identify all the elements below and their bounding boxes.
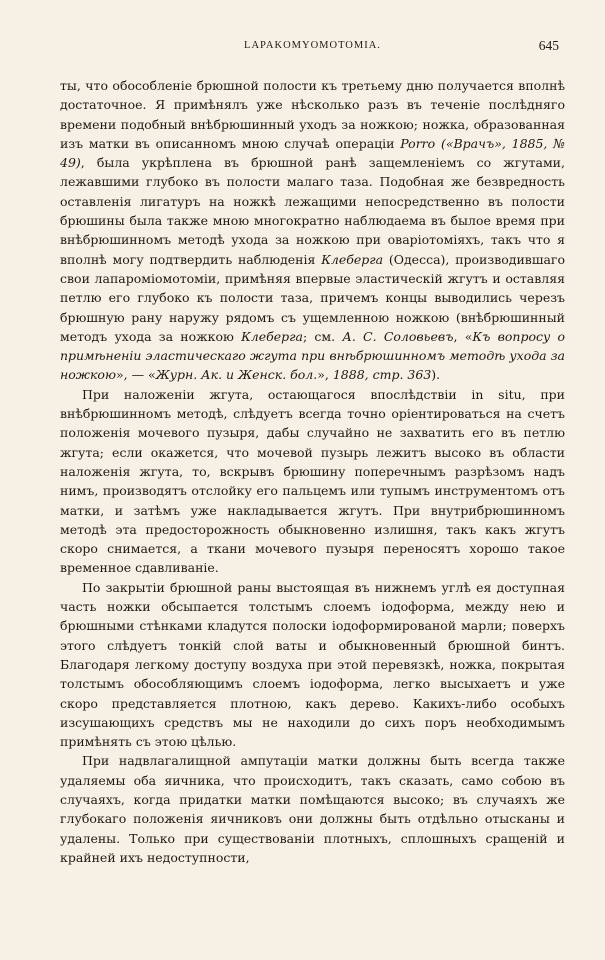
body-text bbox=[60, 76, 565, 867]
text-run: При наложеніи жгута, остающагося впослѣдствіи in situ, при внѣбрюшинномъ методѣ, слѣдуетъ всегда точно оріентироваться на счетъ положенія мочевого пузыря, дабы случайно не захватить его въ петлю жгута; если окажется, что мочевой пузырь лежитъ высоко въ области наложенія жгута, то, вскрывъ брюшину поперечнымъ разрѣзомъ надъ нимъ, производятъ отслойку его пальцемъ или тупымъ инструментомъ отъ матки, и затѣмъ уже накладывается жгутъ. При внутрибрюшинномъ методѣ эта предосторожность обыкновенно излишня, такъ какъ жгутъ скоро снимается, а ткани мочевого пузыря переносятъ хорошо такое временное сдавливаніе. bbox=[60, 386, 565, 576]
text-run: , была укрѣплена въ брюшной ранѣ защемленіемъ со жгутами, лежавшими глубоко въ полости малаго таза. Подобная же безвредность оставленія лигатуръ на ножкѣ лежащими непосредственно въ полости брюшины была также мною многократно наблюдаема въ былое время при внѣбрюшинномъ методѣ ухода за ножкою при оваріотоміяхъ, такъ что я вполнѣ могу подтвердить наблюденія bbox=[60, 155, 565, 267]
italic-run: 1888, стр. 363 bbox=[332, 367, 432, 383]
text-run: ты, что обособленіе брюшной полости къ третьему дню получается вполнѣ достаточное. Я примѣнялъ уже нѣсколько разъ въ теченіе послѣдняго времени подобный внѣбрюшинный уходъ за ножкою; ножка, образованная изъ матки въ описанномъ мною случаѣ операціи bbox=[60, 78, 565, 151]
paragraph bbox=[60, 578, 565, 752]
text-run: По закрытіи брюшной раны выстоящая въ нижнемъ углѣ ея доступная часть ножки обсыпается толстымъ слоемъ іодоформа, между нею и брюшными стѣнками кладутся полоски іодоформированой марли; поверхъ этого слѣдуетъ тонкій слой ваты и обыкновенный брюшной бинтъ. Благодаря легкому доступу воздуха при этой перевязкѣ, ножка, покрытая толстымъ обособляющимъ слоемъ іодоформа, легко высыхаетъ и уже скоро представляется плотною, какъ дерево. Какихъ-либо особыхъ изсушающихъ средствъ мы не находили до сихъ поръ необходимымъ примѣнять съ этою цѣлью. bbox=[60, 579, 565, 750]
text-run: ; см. bbox=[302, 328, 343, 344]
text-run: , « bbox=[453, 328, 473, 344]
italic-run: Porro («Врачъ», 1885, № 49) bbox=[60, 135, 565, 171]
italic-run: Къ вопросу о примѣненіи эластическаго жгута при внѣбрюшинномъ методѣ ухода за ножкою bbox=[60, 328, 566, 383]
paragraph bbox=[60, 76, 565, 385]
italic-run: Журн. Ак. и Женск. бол. bbox=[155, 367, 318, 383]
text-run: При надвлагалищной ампутаціи матки должны быть всегда также удаляемы оба яичника, что происходитъ, такъ сказать, само собою въ случаяхъ, когда придатки матки помѣщаются высоко; въ случаяхъ же глубокаго положенія яичниковъ они должны быть отдѣльно отысканы и удалены. Только при существованіи плотныхъ, сплошныхъ сращеній и крайней ихъ недоступности, bbox=[60, 753, 565, 865]
text-run: (Одесса), производившаго свои лапаромiомотоміи, примѣняя впервые эластическій жгутъ и оставляя петлю его глубоко къ полости таза, причемъ концы выводились черезъ брюшную рану наружу рядомъ съ ущемленною ножкою (внѣбрюшинный методъ ухода за ножкою bbox=[60, 251, 565, 344]
page-number: 645 bbox=[538, 38, 559, 53]
running-title: LAPAKOMYOMOTOMIA. bbox=[244, 40, 381, 51]
italic-run: Клеберга bbox=[321, 251, 384, 267]
paragraph bbox=[60, 751, 565, 867]
text-run: », — « bbox=[115, 367, 156, 383]
text-run: ). bbox=[431, 367, 441, 383]
italic-run: Клеберга bbox=[241, 328, 303, 344]
italic-run: А. С. Соловьевъ bbox=[342, 328, 454, 344]
paragraph bbox=[60, 385, 565, 578]
running-header bbox=[60, 40, 565, 64]
text-run: », bbox=[317, 367, 333, 383]
